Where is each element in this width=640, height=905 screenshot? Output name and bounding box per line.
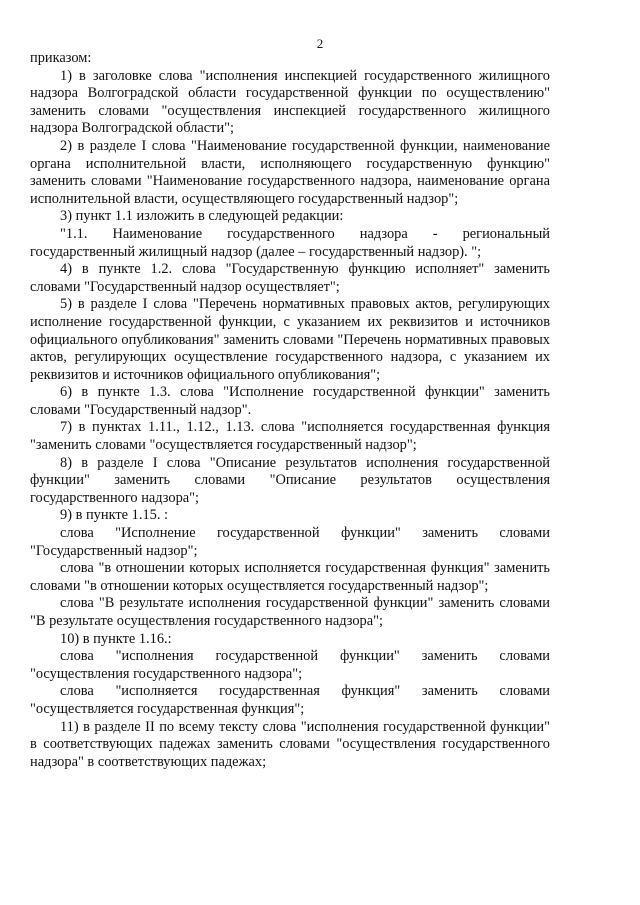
paragraph-item-9-sub-3: слова "В результате исполнения государственной функции" заменить словами "В результате осуществления государственного надзора"; <box>30 595 550 629</box>
paragraph-item-10-sub-1: слова "исполнения государственной функции" заменить словами "осуществления государственного надзора"; <box>30 648 550 682</box>
paragraph-item-7: 7) в пунктах 1.11., 1.12., 1.13. слова "исполняется государственная функция "заменить словами "осуществляется государственный надзор"; <box>30 419 550 454</box>
paragraph-preamble: приказом: <box>30 50 92 66</box>
paragraph-item-8: 8) в разделе I слова "Описание результатов исполнения государственной функции" заменить словами "Описание результатов осуществления государственного надзора"; <box>30 454 550 506</box>
page-number: 2 <box>316 36 324 51</box>
paragraph-item-3-text: "1.1. Наименование государственного надзора - региональный государственный жилищный надзор (далее – государственный надзор). "; <box>30 225 550 260</box>
paragraph-item-3: 3) пункт 1.1 изложить в следующей редакции: <box>60 208 344 225</box>
paragraph-item-10: 10) в пункте 1.16.: <box>60 630 172 647</box>
paragraph-item-5: 5) в разделе I слова "Перечень нормативных правовых актов, регулирующих исполнение государственной функции, с указанием их реквизитов и источников официального опубликования" заменить словами "Перечень нормативных правовых актов, регулирующих осуществление государственного надзора, с указанием их реквизитов и источников официального опубликования"; <box>30 296 550 383</box>
paragraph-item-10-sub-2: слова "исполняется государственная функция" заменить словами "осуществляется государственная функция"; <box>30 683 550 717</box>
document-body <box>30 50 550 771</box>
paragraph-item-9-sub-2: слова "в отношении которых исполняется государственная функция" заменить словами "в отношении которых осуществляется государственный надзор"; <box>30 560 550 594</box>
paragraph-item-11: 11) в разделе II по всему тексту слова "исполнения государственной функции" в соответствующих падежах заменить словами "осуществления государственного надзора" в соответствующих падежах; <box>30 718 550 770</box>
paragraph-item-4: 4) в пункте 1.2. слова "Государственную функцию исполняет" заменить словами "Государственный надзор осуществляет"; <box>30 261 550 295</box>
paragraph-item-1: 1) в заголовке слова "исполнения инспекцией государственного жилищного надзора Волгоградской области государственной функции по осуществлению" заменить словами "осуществления инспекцией государственного жилищного надзора Волгоградской области"; <box>30 67 550 137</box>
paragraph-item-6: 6) в пункте 1.3. слова "Исполнение государственной функции" заменить словами "Государственный надзор". <box>30 384 550 418</box>
paragraph-item-9-sub-1: слова "Исполнение государственной функции" заменить словами "Государственный надзор"; <box>30 525 550 559</box>
paragraph-item-2: 2) в разделе I слова "Наименование государственной функции, наименование органа исполнительной власти, исполняющего государственную функцию" заменить словами "Наименование государственного надзора, наименование органа исполнительной власти, осуществляющего государственный надзор"; <box>30 137 550 207</box>
paragraph-item-9: 9) в пункте 1.15. : <box>60 507 169 524</box>
